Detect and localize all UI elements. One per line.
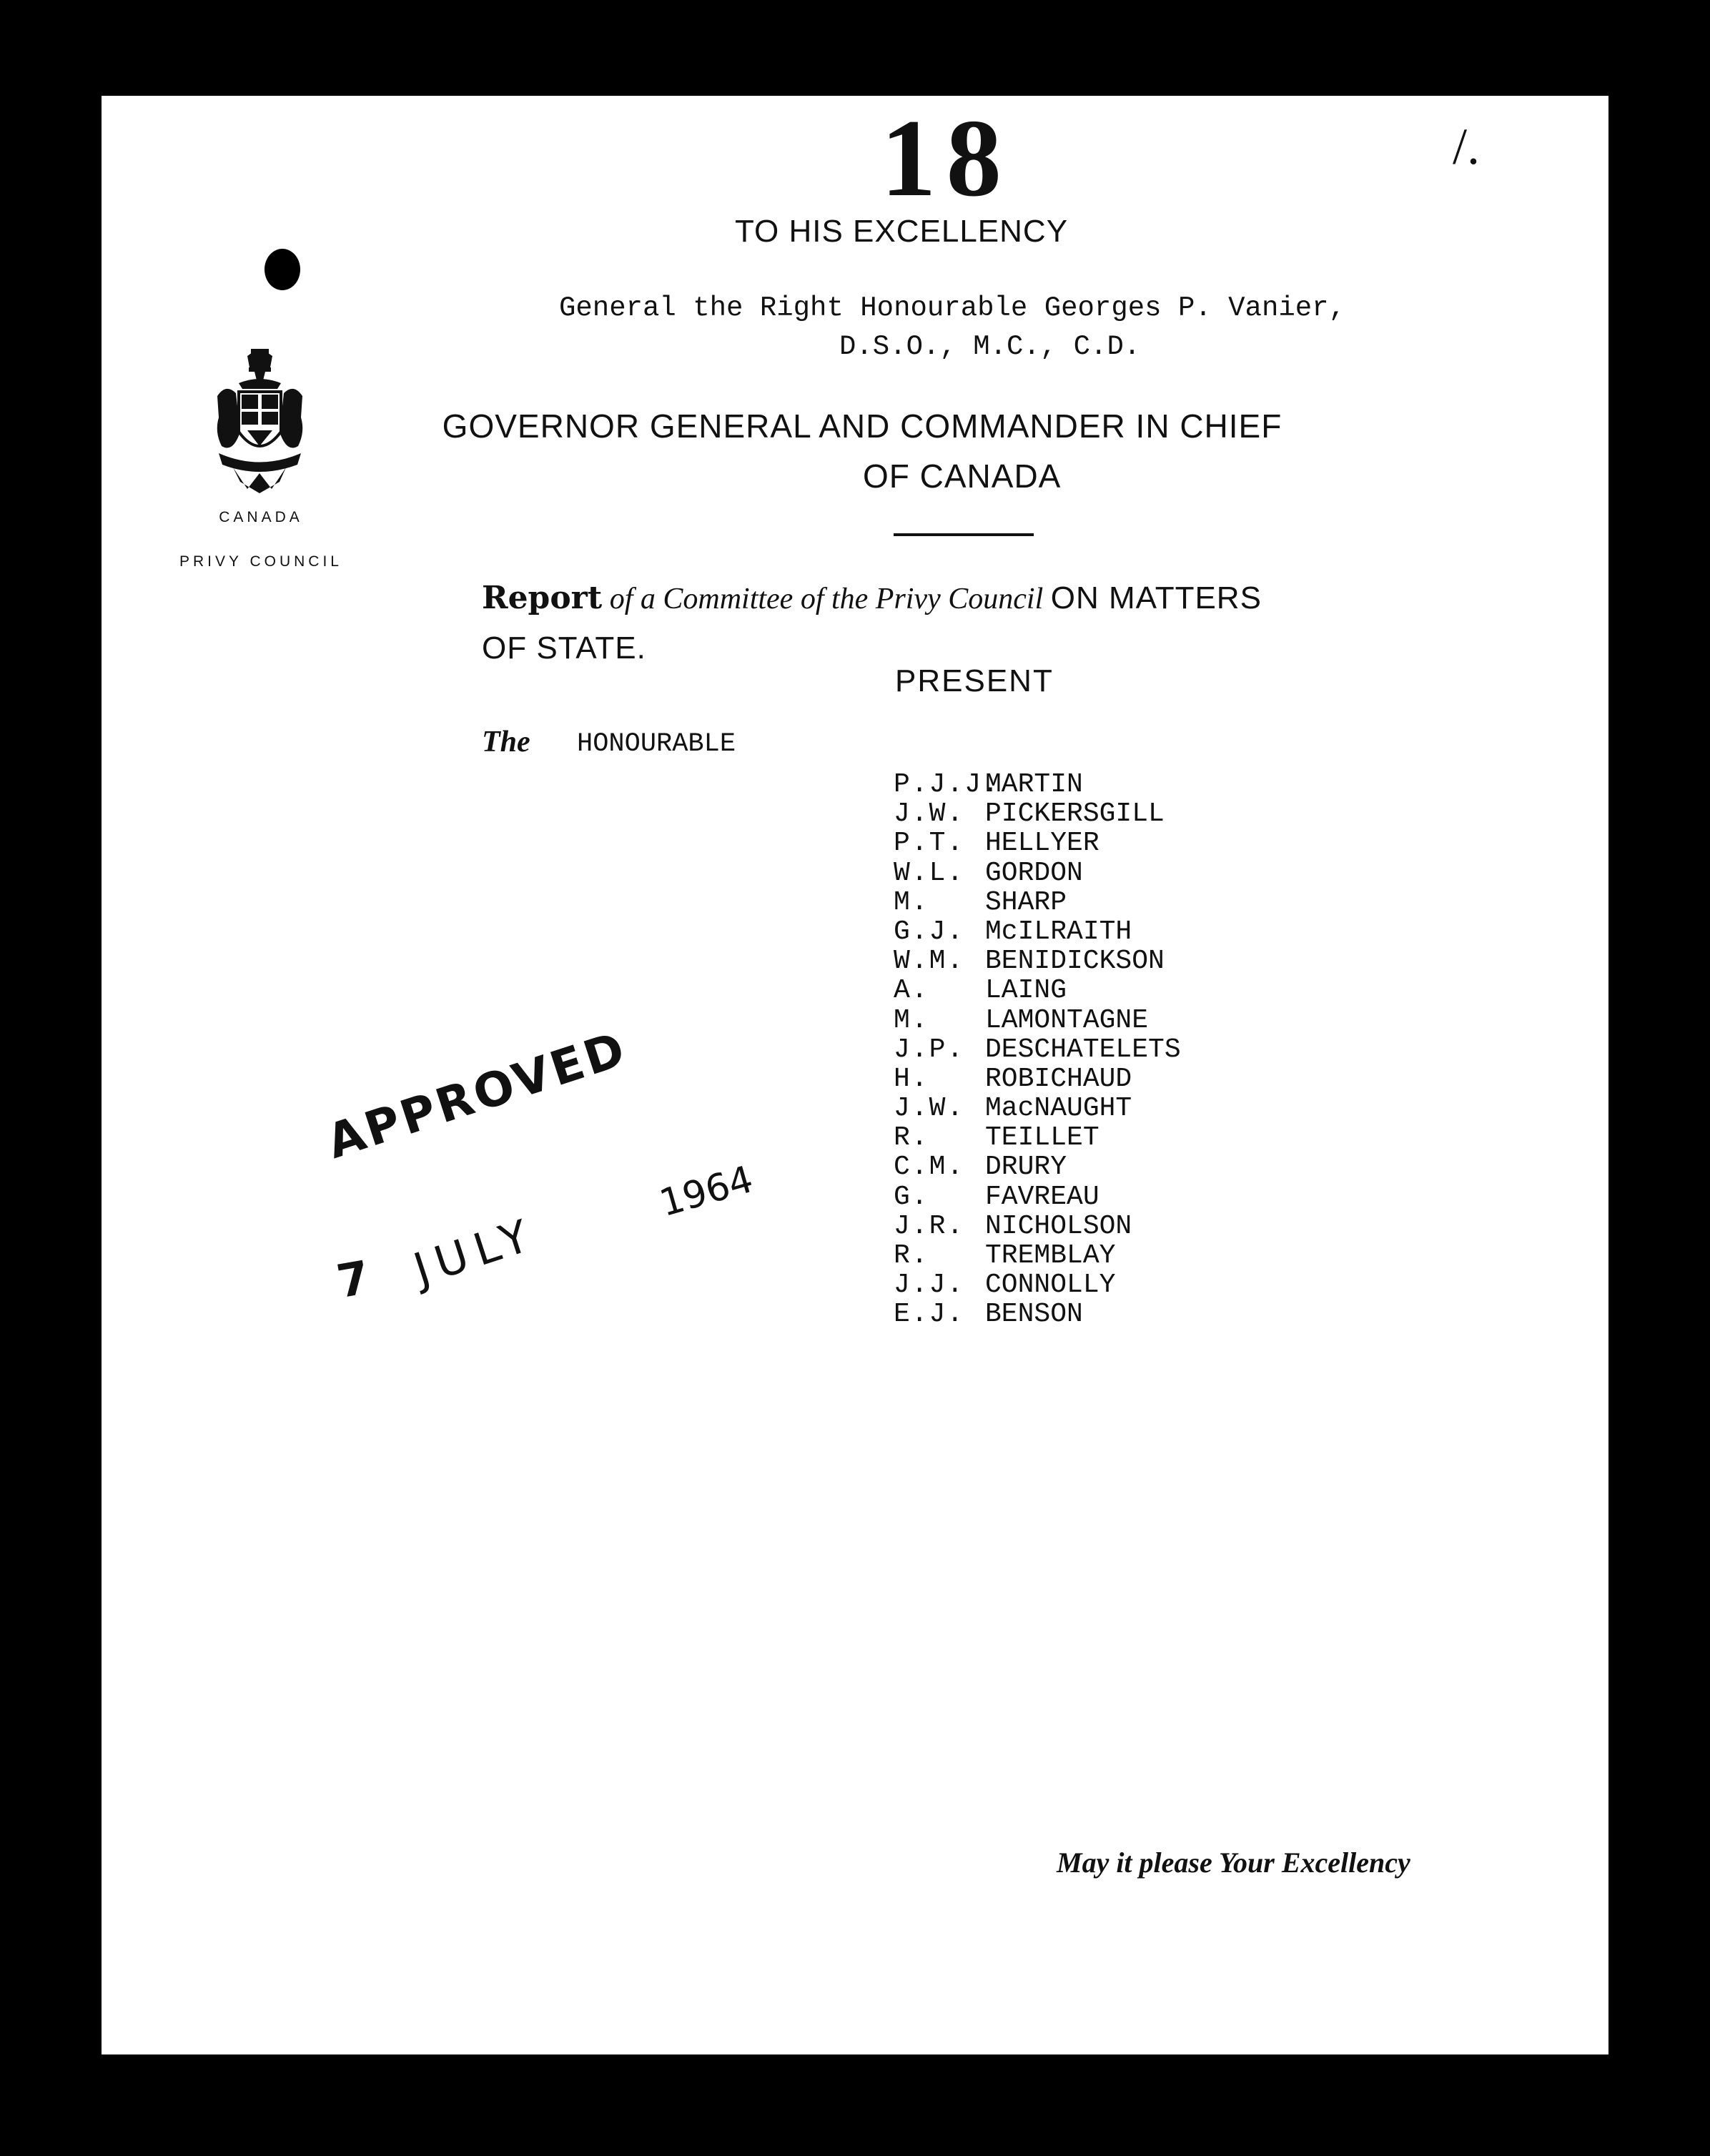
- list-item: J.J. CONNOLLY: [894, 1270, 1116, 1301]
- list-item: W.M. BENIDICKSON: [894, 946, 1165, 977]
- page-number: 18: [881, 97, 1012, 219]
- document-page: [102, 96, 1608, 2054]
- salutation-heading: TO HIS EXCELLENCY: [734, 214, 1069, 249]
- stamp-year: 1964: [655, 1157, 758, 1226]
- report-heading: [482, 580, 1262, 616]
- report-heading-line2: OF STATE.: [482, 631, 646, 666]
- report-word: Report: [482, 580, 603, 616]
- the-label: The: [482, 726, 530, 758]
- corner-mark: /.: [1452, 118, 1480, 175]
- list-item: P.J.J. MARTIN: [894, 769, 1083, 800]
- office-title-line1: GOVERNOR GENERAL AND COMMANDER IN CHIEF: [442, 407, 1282, 445]
- list-item: J.R. NICHOLSON: [894, 1210, 1132, 1242]
- list-item: H. ROBICHAUD: [894, 1063, 1132, 1094]
- approved-stamp: [320, 1021, 774, 1329]
- honourable-label: HONOURABLE: [577, 729, 736, 759]
- list-item: W.L. GORDON: [894, 857, 1083, 889]
- list-item: G.J. McILRAITH: [894, 916, 1132, 947]
- closing-line: May it please Your Excellency: [1057, 1846, 1410, 1879]
- report-matters-text: ON MATTERS: [1050, 580, 1262, 615]
- list-item: J.P. DESCHATELETS: [894, 1034, 1181, 1065]
- list-item: M. SHARP: [894, 886, 1067, 918]
- office-title-line2: OF CANADA: [863, 458, 1062, 495]
- list-item: A. LAING: [894, 975, 1067, 1007]
- report-committee-text: of a Committee of the Privy Council: [609, 583, 1044, 615]
- list-item: J.W. MacNAUGHT: [894, 1093, 1132, 1124]
- punch-hole: [265, 249, 300, 290]
- stamp-month: JULY: [407, 1207, 543, 1296]
- list-item: J.W. PICKERSGILL: [894, 798, 1165, 830]
- present-label: PRESENT: [895, 663, 1054, 698]
- list-item: C.M. DRURY: [894, 1152, 1067, 1183]
- list-item: P.T. HELLYER: [894, 828, 1099, 859]
- stamp-approved: APPROVED: [320, 1021, 634, 1170]
- crest-caption-canada: CANADA: [219, 509, 303, 525]
- ministers-list: [894, 770, 1181, 1330]
- stamp-day: 7: [332, 1251, 374, 1310]
- addressee-name: General the Right Honourable Georges P. Vanier,: [559, 292, 1345, 324]
- list-item: E.J. BENSON: [894, 1299, 1083, 1330]
- list-item: R. TREMBLAY: [894, 1240, 1116, 1271]
- addressee-honours: D.S.O., M.C., C.D.: [839, 331, 1141, 362]
- divider-rule: [894, 533, 1034, 536]
- list-item: M. LAMONTAGNE: [894, 1004, 1149, 1036]
- crest-caption-privy-council: PRIVY COUNCIL: [179, 553, 342, 570]
- list-item: G. FAVREAU: [894, 1181, 1099, 1212]
- list-item: R. TEILLET: [894, 1122, 1099, 1154]
